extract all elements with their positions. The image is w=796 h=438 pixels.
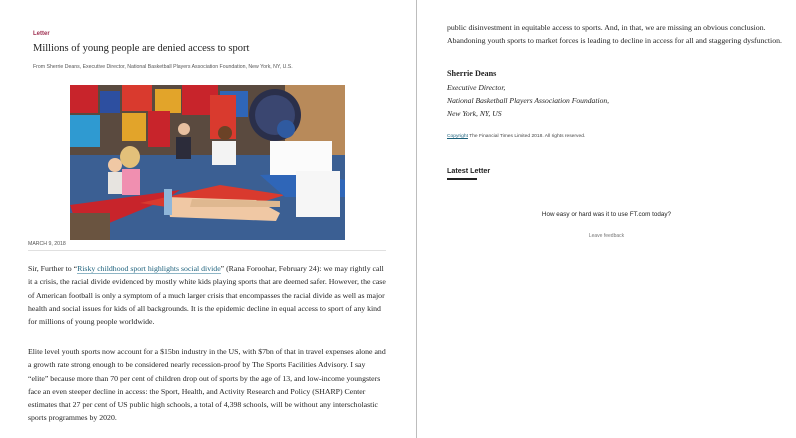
article-title: Millions of young people are denied access to sport bbox=[33, 43, 250, 54]
article-photo bbox=[70, 85, 345, 240]
paragraph-text-rest: ” (Rana Foroohar, February 24): we may rightly call it a crisis, the racial divide evidenced by mostly white kids playing sports that are deemed safer. However, the case of American football is only a symptom of a much larger crisis that encompasses the racial divide as well as major health and social issues for kids of all backgrounds. It is the epidemic decline in equal access to sport of any kind for millions of young people worldwide. bbox=[28, 264, 386, 327]
signature-name: Sherrie Deans bbox=[447, 69, 497, 78]
article-byline: From Sherrie Deans, Executive Director, National Basketball Players Association Foundation, New York, NY, U.S. bbox=[33, 64, 293, 70]
article-paragraph-1 bbox=[28, 262, 386, 328]
article-paragraph-3: public disinvestment in equitable access to sports. And, in that, we are missing an obvious conclusion. Abandoning youth sports to market forces is leading to decline in access for all and staggering dysfunction. bbox=[447, 23, 782, 46]
paragraph-text: Elite level youth sports now account for a $15bn industry in the US, with $7bn of that in travel expenses alone and a growth rate strong enough to be considered nearly recession-proof by The Sports Facilities Advisory. I say “elite” because more than 70 per cent of children drop out of sports by the age of 13, and low-income youngsters face an even steeper decline in access: the Sport, Health, and Activity Research and Policy (SHARP) Center estimates that 27 per cent of US public high schools, a total of 4,398 schools, will be without any interscholastic sports programmes by 2020. bbox=[28, 347, 386, 423]
signature-org: National Basketball Players Association Foundation, bbox=[447, 96, 610, 105]
signature-place: New York, NY, US bbox=[447, 109, 502, 118]
linked-article-link[interactable]: Risky childhood sport highlights social divide bbox=[77, 264, 221, 273]
heading-underline bbox=[447, 178, 477, 180]
children-stretching-illustration bbox=[70, 85, 345, 240]
copyright-link[interactable]: Copyright bbox=[447, 134, 468, 139]
article-page-right bbox=[417, 0, 796, 438]
copyright-notice bbox=[447, 134, 585, 139]
article-date: MARCH 9, 2018 bbox=[28, 241, 66, 247]
article-paragraph-2 bbox=[28, 345, 386, 425]
signature-role: Executive Director, bbox=[447, 83, 506, 92]
feedback-question: How easy or hard was it to use FT.com today? bbox=[541, 211, 672, 218]
leave-feedback-link[interactable]: Leave feedback bbox=[588, 233, 625, 239]
paragraph-text-start: Sir, Further to “ bbox=[28, 264, 78, 273]
latest-letter-heading: Latest Letter bbox=[447, 166, 491, 175]
copyright-text: The Financial Times Limited 2018. All rights reserved. bbox=[467, 134, 586, 139]
divider bbox=[28, 250, 386, 251]
article-tag[interactable]: Letter bbox=[33, 31, 50, 37]
